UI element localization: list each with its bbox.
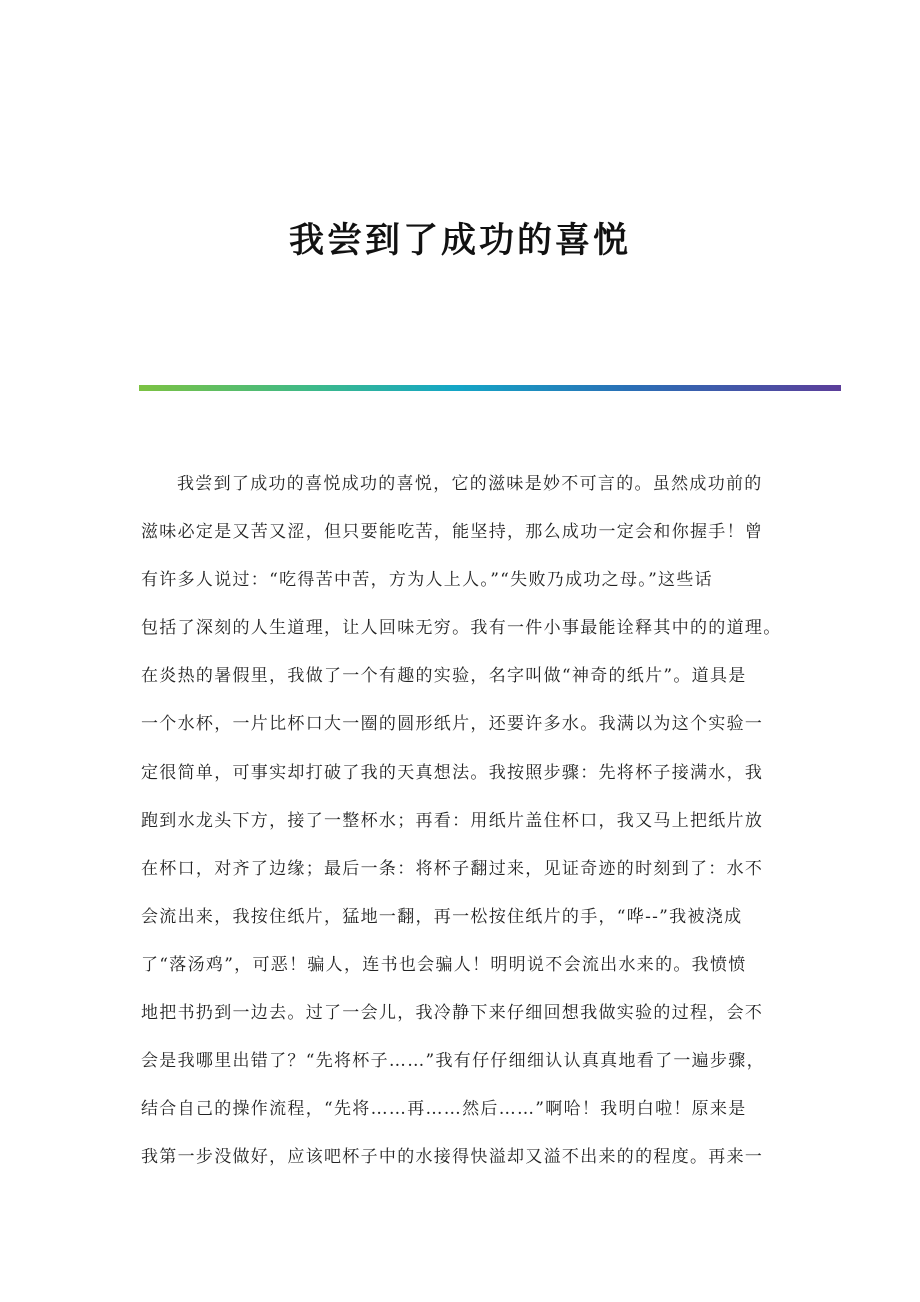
- body-line: 我尝到了成功的喜悦成功的喜悦，它的滋味是妙不可言的。虽然成功前的: [177, 474, 763, 494]
- body-line: 包括了深刻的人生道理，让人回味无穷。我有一件小事最能诠释其中的的道理。: [141, 618, 782, 639]
- body-line: 在炎热的暑假里，我做了一个有趣的实验，名字叫做“神奇的纸片”。道具是: [141, 666, 747, 687]
- title-divider: [139, 385, 841, 391]
- body-line: 有许多人说过：“吃得苦中苦，方为人上人。”“失败乃成功之母。”这些话: [141, 570, 713, 591]
- body-paragraph: [141, 468, 781, 1189]
- body-line: 地把书扔到一边去。过了一会儿，我冷静下来仔细回想我做实验的过程，会不: [141, 1003, 764, 1024]
- body-line: 了“落汤鸡”，可恶！骗人，连书也会骗人！明明说不会流出水来的。我愤愤: [141, 954, 747, 975]
- body-line: 滋味必定是又苦又涩，但只要能吃苦，能坚持，那么成功一定会和你握手！曾: [141, 522, 764, 543]
- body-line: 结合自己的操作流程，“先将……再……然后……”啊哈！我明白啦！原来是: [141, 1099, 747, 1120]
- body-line: 我第一步没做好，应该吧杯子中的水接得快溢却又溢不出来的的程度。再来一: [141, 1147, 764, 1168]
- body-line: 在杯口，对齐了边缘；最后一条：将杯子翻过来，见证奇迹的时刻到了：水不: [141, 858, 764, 879]
- body-line: 一个水杯，一片比杯口大一圈的圆形纸片，还要许多水。我满以为这个实验一: [141, 714, 764, 735]
- body-line: 会流出来，我按住纸片，猛地一翻，再一松按住纸片的手，“哗--”我被浇成: [141, 906, 743, 927]
- body-line: 定很简单，可事实却打破了我的天真想法。我按照步骤：先将杯子接满水，我: [141, 762, 764, 783]
- page-title: 我尝到了成功的喜悦: [288, 220, 631, 261]
- body-line: 跑到水龙头下方，接了一整杯水；再看：用纸片盖住杯口，我又马上把纸片放: [141, 810, 764, 831]
- body-line: 会是我哪里出错了？“先将杯子……”我有仔仔细细认认真真地看了一遍步骤，: [141, 1051, 765, 1072]
